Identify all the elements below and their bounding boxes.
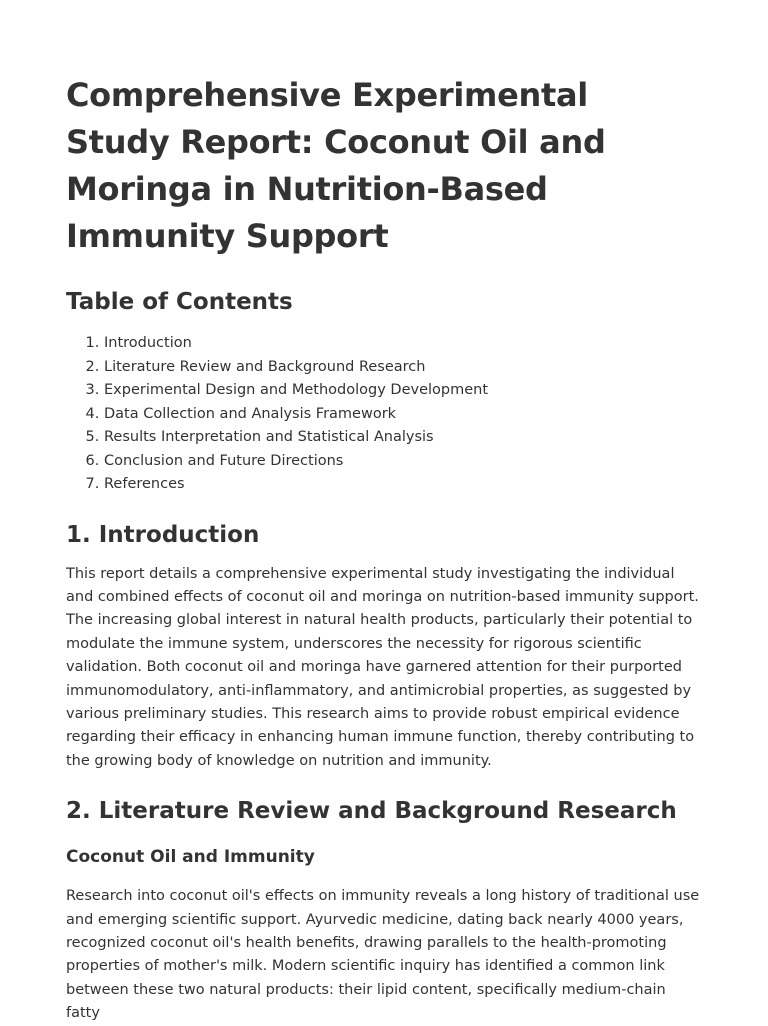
- toc-item-references: 7. References: [104, 473, 702, 497]
- introduction-paragraph: This report details a comprehensive experimental study investigating the individual and combined effects of coconut oil and moringa on nutrition-based immunity support. The increasing global interest in natural health products, particularly their potential to modulate the immune system, underscores the necessity for rigorous scientific validation. Both coconut oil and moringa have garnered attention for their purported immunomodulatory, anti-inflammatory, and antimicrobial properties, as suggested by various preliminary studies. This research aims to provide robust empirical evidence regarding their efficacy in enhancing human immune function, thereby contributing to the growing body of knowledge on nutrition and immunity.: [66, 565, 699, 769]
- toc-item-data-collection: 4. Data Collection and Analysis Framework: [104, 403, 702, 427]
- literature-paragraph: Research into coconut oil's effects on immunity reveals a long history of traditional use and emerging scientific support. Ayurvedic medicine, dating back nearly 4000 years, recognized coconut oil's health benefits, drawing parallels to the health-promoting properties of mother's milk. Modern scientific inquiry has identified a common link between these two natural products: their lipid content, specifically medium-chain fatty: [66, 888, 700, 1022]
- section-heading-literature-review: 2. Literature Review and Background Research: [66, 798, 677, 825]
- table-of-contents: [66, 332, 702, 497]
- subheading-coconut-oil-immunity: Coconut Oil and Immunity: [66, 847, 315, 868]
- toc-item-experimental-design: 3. Experimental Design and Methodology Development: [104, 379, 702, 403]
- section-heading-introduction: 1. Introduction: [66, 521, 260, 548]
- toc-item-introduction: 1. Introduction: [104, 332, 702, 356]
- toc-item-conclusion: 6. Conclusion and Future Directions: [104, 450, 702, 474]
- document-title: Comprehensive Experimental Study Report: Coconut Oil and Moringa in Nutrition-Based Immunity Support: [66, 76, 606, 255]
- toc-item-literature-review: 2. Literature Review and Background Research: [104, 356, 702, 380]
- toc-heading: Table of Contents: [66, 289, 293, 315]
- toc-item-results: 5. Results Interpretation and Statistical Analysis: [104, 426, 702, 450]
